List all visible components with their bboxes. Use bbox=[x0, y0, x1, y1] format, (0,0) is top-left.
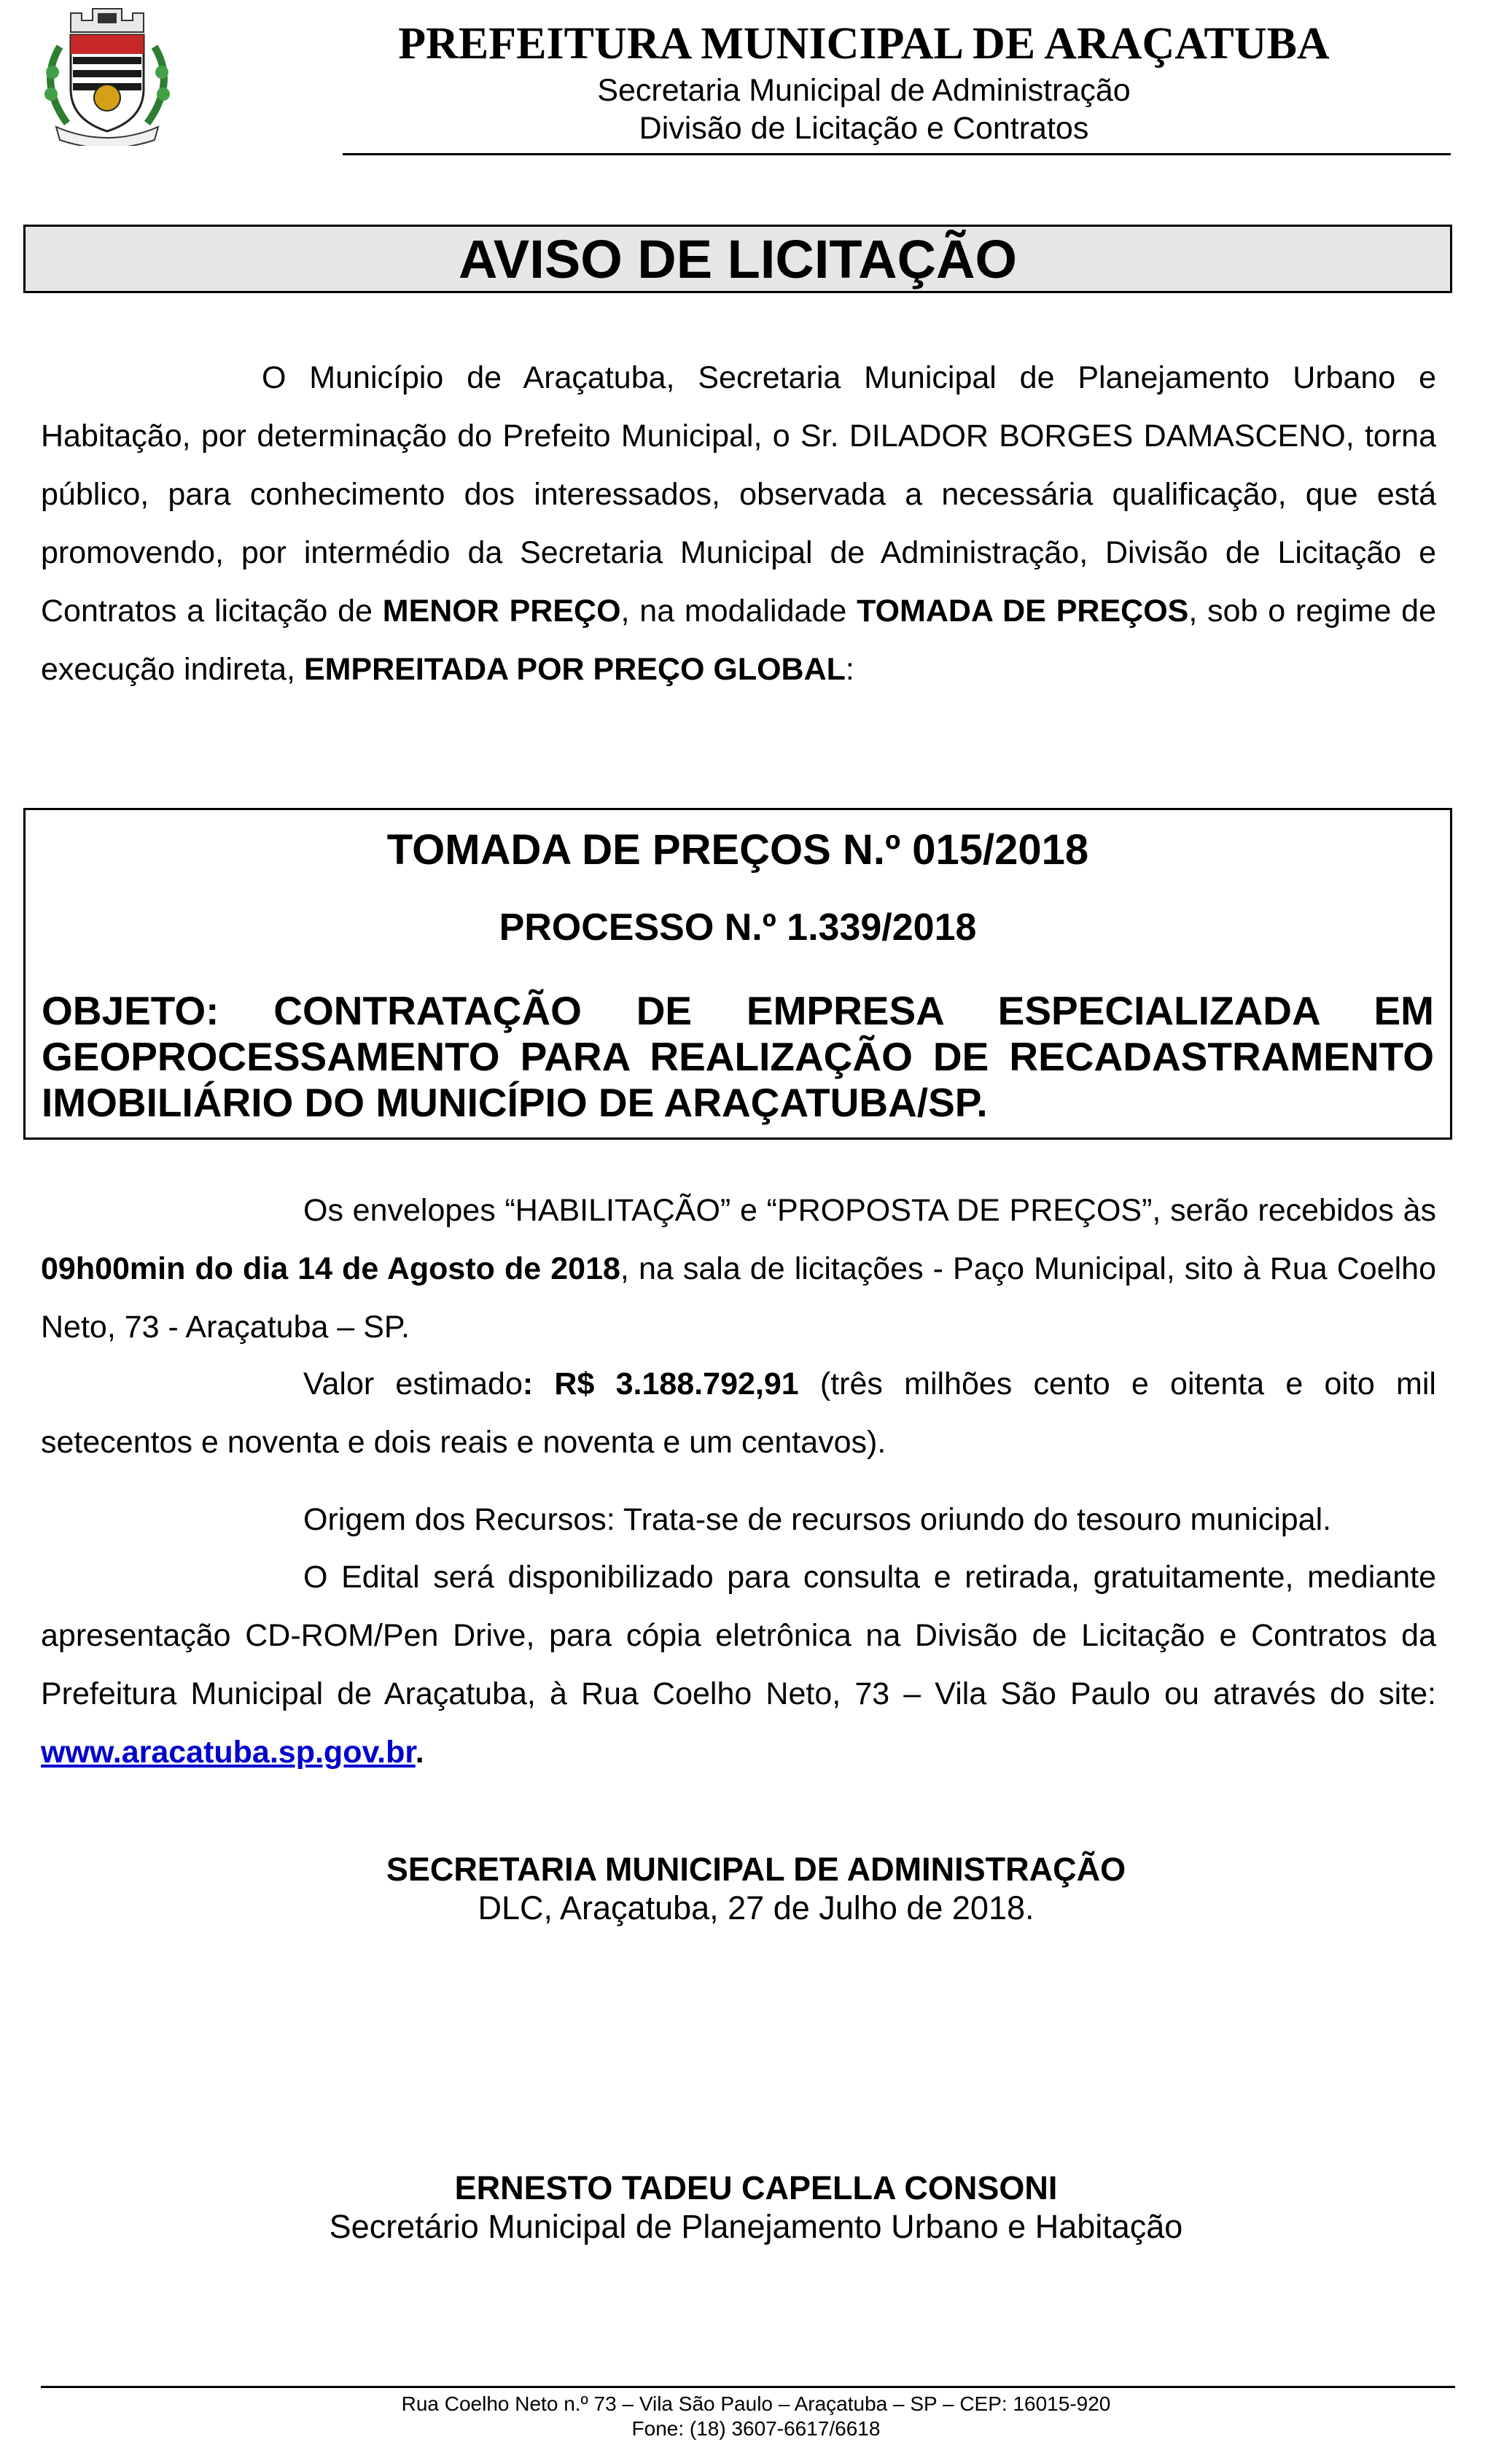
edital-text: O Edital será disponibilizado para consulta e retirada, gratuitamente, mediante apresentação CD-ROM/Pen Drive, para cópia eletrônica na Divisão de Licitação e Contratos da Prefeitura Municipal de Araçatuba, à Rua Coelho Neto, 73 – Vila São Paulo ou através do site: bbox=[41, 1560, 1436, 1711]
website-link[interactable]: www.aracatuba.sp.gov.br bbox=[41, 1735, 416, 1770]
criteria-menor-preco: MENOR PREÇO bbox=[382, 594, 621, 629]
header-divider bbox=[343, 153, 1451, 155]
modality-tomada-de-precos: TOMADA DE PREÇOS bbox=[857, 594, 1189, 629]
closing-date: DLC, Araçatuba, 27 de Julho de 2018. bbox=[478, 1889, 1034, 1926]
object-description: OBJETO: CONTRATAÇÃO DE EMPRESA ESPECIALIZADA EM GEOPROCESSAMENTO PARA REALIZAÇÃO DE RECADASTRAMENTO IMOBILIÁRIO DO MUNICÍPIO DE ARAÇATUBA/SP. bbox=[42, 988, 1434, 1125]
notice-title: AVISO DE LICITAÇÃO bbox=[23, 225, 1452, 293]
footer-divider bbox=[41, 2386, 1455, 2388]
footer-phone: Fone: (18) 3607-6617/6618 bbox=[631, 2417, 881, 2440]
regime-empreitada: EMPREITADA POR PREÇO GLOBAL bbox=[303, 652, 846, 687]
estimated-value-amount: : R$ 3.188.792,91 bbox=[522, 1366, 799, 1401]
estimated-value-paragraph bbox=[41, 1355, 1436, 1471]
intro-paragraph bbox=[41, 349, 1436, 699]
tomada-de-precos-number: TOMADA DE PREÇOS N.º 015/2018 bbox=[386, 826, 1089, 874]
footer-address: Rua Coelho Neto n.º 73 – Vila São Paulo – Araçatuba – SP – CEP: 16015-920 bbox=[401, 2392, 1111, 2415]
edital-paragraph bbox=[41, 1548, 1436, 1781]
estimated-value-label: Valor estimado bbox=[303, 1366, 523, 1401]
municipal-coat-of-arms-icon bbox=[31, 3, 184, 146]
edital-text-end: . bbox=[415, 1735, 424, 1770]
intro-text: O Município de Araçatuba, Secretaria Municipal de Planejamento Urbano e Habitação, por determinação do Prefeito Municipal, o Sr. DILADOR BORGES DAMASCENO, torna público, para conhecimento dos interessados, observada a necessária qualificação, que está promovendo, por intermédio da Secretaria Municipal de Administração, Divisão de Licitação e Contratos a licitação de bbox=[41, 360, 1436, 629]
secretariat-name: Secretaria Municipal de Administração bbox=[597, 73, 1131, 108]
division-name: Divisão de Licitação e Contratos bbox=[639, 111, 1089, 146]
intro-text-2: , na modalidade bbox=[620, 594, 857, 629]
procurement-box bbox=[23, 808, 1452, 1140]
municipality-name: PREFEITURA MUNICIPAL DE ARAÇATUBA bbox=[398, 19, 1330, 69]
closing-department: SECRETARIA MUNICIPAL DE ADMINISTRAÇÃO bbox=[386, 1851, 1126, 1888]
intro-text-4: : bbox=[845, 652, 854, 687]
signatory-name: ERNESTO TADEU CAPELLA CONSONI bbox=[454, 2169, 1058, 2206]
opening-datetime: 09h00min do dia 14 de Agosto de 2018 bbox=[41, 1251, 620, 1286]
intro-text-3: , sob o regime de execução indireta, bbox=[41, 594, 1437, 687]
envelopes-text-2: , na sala de licitações - Paço Municipal, sito à Rua Coelho Neto, 73 - Araçatuba – SP. bbox=[41, 1251, 1436, 1345]
funding-origin: Origem dos Recursos: Trata-se de recursos oriundo do tesouro municipal. bbox=[303, 1502, 1332, 1537]
envelopes-text: Os envelopes “HABILITAÇÃO” e “PROPOSTA DE PREÇOS”, serão recebidos às bbox=[303, 1193, 1436, 1228]
signatory-role: Secretário Municipal de Planejamento Urbano e Habitação bbox=[329, 2208, 1183, 2245]
estimated-value-words: (três milhões cento e oitenta e oito mil setecentos e noventa e dois reais e noventa e um centavos). bbox=[41, 1366, 1436, 1460]
processo-number: PROCESSO N.º 1.339/2018 bbox=[499, 906, 977, 949]
envelopes-paragraph bbox=[41, 1181, 1436, 1356]
